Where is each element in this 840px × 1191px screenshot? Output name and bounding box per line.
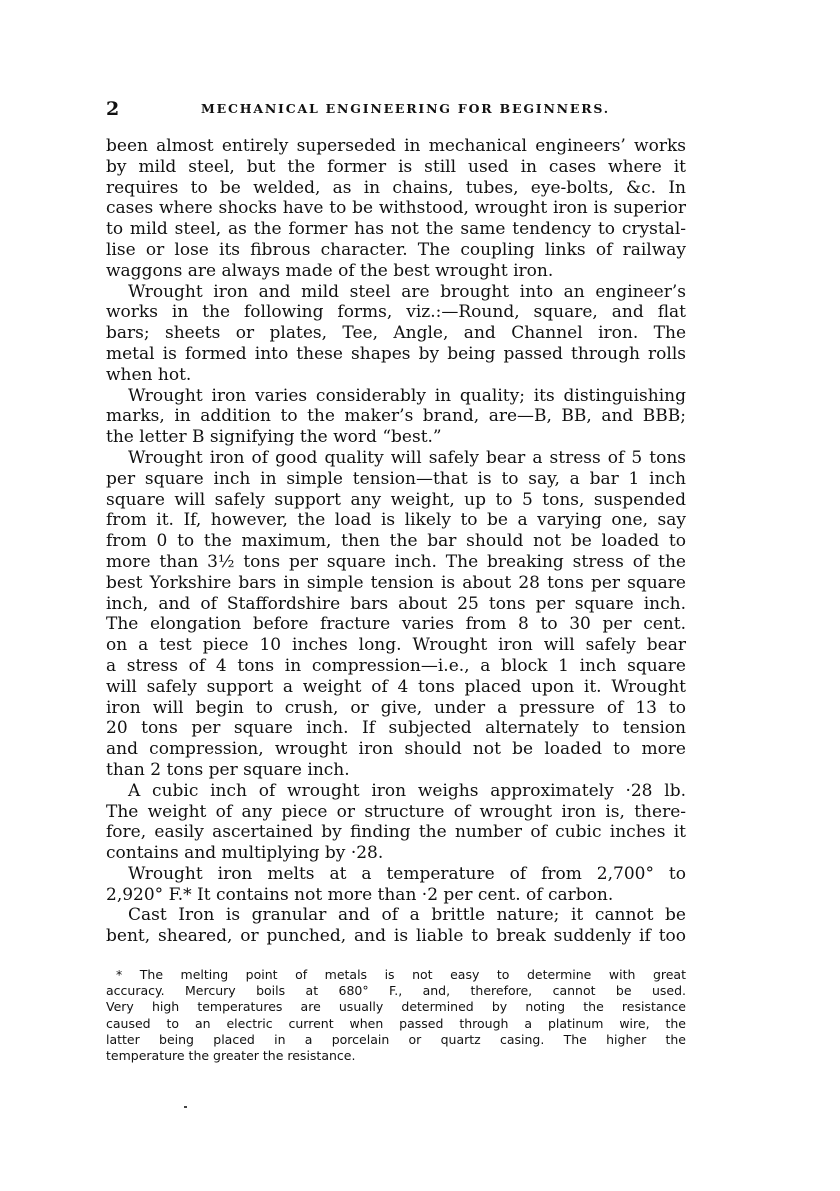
page-header xyxy=(106,98,686,120)
footnote-line: latter being placed in a porcelain or quartz casing. The higher the xyxy=(106,1031,686,1047)
text-line: waggons are always made of the best wrought iron. xyxy=(106,260,554,281)
text-line: Wrought iron and mild steel are brought into an engineer’s xyxy=(128,281,686,302)
text-line: works in the following forms, viz.:—Round, square, and flat xyxy=(106,302,686,323)
running-title: MECHANICAL ENGINEERING FOR BEGINNERS. xyxy=(201,101,610,116)
text-line-cast-iron: Cast Iron is granular and of a brittle nature; it cannot be xyxy=(128,905,686,926)
text-line: fore, easily ascertained by finding the number of cubic inches it xyxy=(106,822,686,843)
text-line: The elongation before fracture varies from 8 to 30 per cent. xyxy=(106,614,686,635)
text-line: to mild steel, as the former has not the same tendency to crystal- xyxy=(106,219,686,240)
body-text xyxy=(106,136,686,947)
footnote-line: Very high temperatures are usually determined by noting the resistance xyxy=(106,999,686,1015)
text-line: Wrought iron varies considerably in quality; its distinguishing xyxy=(128,385,686,406)
text-line: than 2 tons per square inch. xyxy=(106,759,350,780)
footnote-line: caused to an electric current when passed through a platinum wire, the xyxy=(106,1015,686,1031)
text-line: square will safely support any weight, up to 5 tons, suspended xyxy=(106,489,686,510)
text-line: 20 tons per square inch. If subjected alternately to tension xyxy=(106,718,686,739)
print-speck xyxy=(184,1106,187,1108)
text-line: lise or lose its fibrous character. The coupling links of railway xyxy=(106,239,686,260)
text-line: best Yorkshire bars in simple tension is about 28 tons per square xyxy=(106,572,686,593)
text-line: on a test piece 10 inches long. Wrought iron will safely bear xyxy=(106,635,686,656)
text-line: more than 3½ tons per square inch. The breaking stress of the xyxy=(106,551,686,572)
text-line: will safely support a weight of 4 tons placed upon it. Wrought xyxy=(106,676,686,697)
text-line: requires to be welded, as in chains, tubes, eye-bolts, &c. In xyxy=(106,177,686,198)
text-line: A cubic inch of wrought iron weighs approximately ·28 lb. xyxy=(128,780,686,801)
text-line: bent, sheared, or punched, and is liable to break suddenly if too xyxy=(106,926,686,947)
footnote xyxy=(106,967,686,1064)
text-line: metal is formed into these shapes by being passed through rolls xyxy=(106,343,686,364)
footnote-line: accuracy. Mercury boils at 680° F., and, therefore, cannot be used. xyxy=(106,983,686,999)
text-line: marks, in addition to the maker’s brand, are—B, BB, and BBB; xyxy=(106,406,686,427)
text-line: per square inch in simple tension—that is to say, a bar 1 inch xyxy=(106,468,686,489)
text-line: contains and multiplying by ·28. xyxy=(106,843,384,864)
text-line: iron will begin to crush, or give, under a pressure of 13 to xyxy=(106,697,686,718)
text-line: inch, and of Staffordshire bars about 25 tons per square inch. xyxy=(106,593,686,614)
text-line: a stress of 4 tons in compression—i.e., a block 1 inch square xyxy=(106,655,686,676)
text-line: by mild steel, but the former is still used in cases where it xyxy=(106,156,686,177)
text-line: the letter B signifying the word “best.” xyxy=(106,427,442,448)
text-line: from 0 to the maximum, then the bar should not be loaded to xyxy=(106,531,686,552)
text-line: Wrought iron of good quality will safely bear a stress of 5 tons xyxy=(128,447,686,468)
footnote-line: * The melting point of metals is not easy to determine with great xyxy=(116,967,686,982)
text-line: 2,920° F.* It contains not more than ·2 per cent. of carbon. xyxy=(106,884,614,905)
text-line: cases where shocks have to be withstood, wrought iron is superior xyxy=(106,198,686,219)
text-line: Wrought iron melts at a temperature of from 2,700° to xyxy=(128,863,686,884)
text-line: when hot. xyxy=(106,364,192,385)
text-line: been almost entirely superseded in mechanical engineers’ works xyxy=(106,136,686,156)
text-line: and compression, wrought iron should not be loaded to more xyxy=(106,739,686,760)
text-line: from it. If, however, the load is likely to be a varying one, say xyxy=(106,510,686,531)
footnote-line: temperature the greater the resistance. xyxy=(106,1047,356,1063)
page-number: 2 xyxy=(106,98,120,120)
text-line: The weight of any piece or structure of wrought iron is, there- xyxy=(106,801,686,822)
text-line: bars; sheets or plates, Tee, Angle, and Channel iron. The xyxy=(106,323,686,344)
